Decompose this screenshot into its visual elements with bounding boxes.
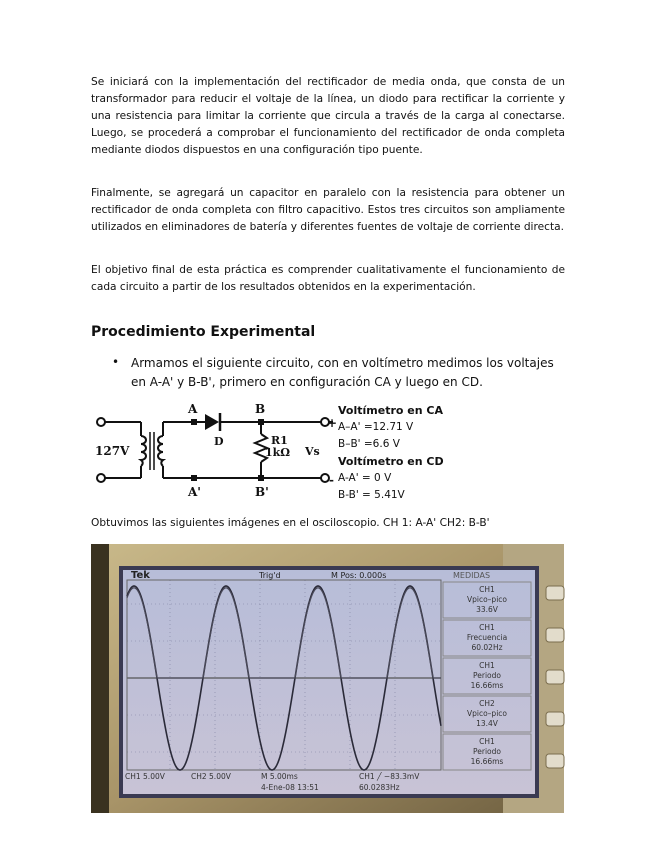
capacitor-paragraph: Finalmente, se agregará un capacitor en paralelo con la resistencia para obtener un rectificador de onda completa con filtro capacitivo. Estos tres circuitos son ampliamente utilizados en eliminadores de batería y diferentes fuentes de voltaje de corriente directa. (91, 187, 565, 233)
mpos: M Pos: 0.000s (331, 571, 387, 580)
cd-bb: B-B' = 5.41V (338, 489, 405, 501)
ch1-scale: CH1 5.00V (125, 772, 165, 781)
menu-button-1 (546, 586, 564, 600)
diode-label: D (214, 435, 224, 448)
circuit-diagram (93, 398, 338, 504)
ca-bb: B–B' =6.6 V (338, 438, 400, 450)
menu-button-5 (546, 754, 564, 768)
cd-aa: A-A' = 0 V (338, 472, 392, 484)
meas-0-value: 33.6V (476, 605, 498, 614)
scope-date: 4-Ene-08 13:51 (261, 783, 319, 792)
resistor-name: R1 (271, 434, 288, 447)
figure-caption: Obtuvimos las siguientes imágenes en el osciloscopio. CH 1: A-A' CH2: B-B' (91, 517, 490, 529)
objective-paragraph: El objetivo final de esta práctica es comprender cualitativamente el funcionamiento de cada circuito a partir de los resultados obtenidos en la experimentación. (91, 264, 565, 293)
meas-2-name: Periodo (473, 671, 501, 680)
section-heading: Procedimiento Experimental (91, 324, 316, 340)
meas-4-ch: CH1 (479, 737, 495, 746)
trigger-freq: 60.0283Hz (359, 783, 400, 792)
trig-state: Trig'd (259, 571, 281, 580)
trigger-level: CH1 ╱ −83.3mV (359, 772, 420, 781)
menu-title: MEDIDAS (453, 571, 491, 580)
meas-4-name: Periodo (473, 747, 501, 756)
meas-3-ch: CH2 (479, 699, 495, 708)
meas-1-name: Frecuencia (466, 633, 508, 642)
ca-aa: A–A' =12.71 V (338, 421, 414, 433)
meas-3-name: Vpico–pico (467, 709, 507, 718)
meas-1-ch: CH1 (479, 623, 495, 632)
diode-icon (205, 414, 219, 430)
node-b2-label: B' (255, 485, 269, 499)
menu-button-4 (546, 712, 564, 726)
menu-button-3 (546, 670, 564, 684)
source-label: 127V (95, 444, 130, 458)
node-a2-label: A' (188, 485, 201, 499)
scope-brand: Tek (131, 570, 150, 581)
meas-0-ch: CH1 (479, 585, 495, 594)
time-scale: M 5.00ms (261, 772, 298, 781)
cd-title: Voltímetro en CD (338, 455, 444, 468)
bullet-icon: • (112, 355, 120, 369)
meas-2-ch: CH1 (479, 661, 495, 670)
ca-title: Voltímetro en CA (338, 404, 443, 417)
voltmeter-readings (338, 402, 444, 504)
intro-paragraph: Se iniciará con la implementación del rectificador de media onda, que consta de un transformador para reducir el voltaje de la línea, un diodo para rectificar la corriente y una resistencia para limitar la corriente que circula a través de la carga al conectarse. Luego, se procederá a comprobar el funcionamiento del rectificador de onda completa mediante diodos dispuestos en una configuración tipo puente. (91, 76, 565, 156)
minus-label: - (329, 473, 334, 487)
resistor-value: 1kΩ (265, 446, 291, 459)
meas-0-name: Vpico–pico (467, 595, 507, 604)
node-b-label: B (255, 402, 266, 416)
menu-button-2 (546, 628, 564, 642)
primary-coil (141, 436, 146, 466)
meas-1-value: 60.02Hz (471, 643, 503, 652)
node-a-label: A (188, 402, 198, 416)
bullet-text: Armamos el siguiente circuito, con en voltímetro medimos los voltajes en A-A' y B-B', primero en configuración CA y luego en CD. (131, 356, 554, 389)
output-label: Vs (305, 445, 320, 458)
meas-2-value: 16.66ms (470, 681, 504, 690)
oscilloscope-photo (91, 544, 564, 813)
meas-3-value: 13.4V (476, 719, 498, 728)
plus-label: + (327, 416, 338, 430)
ch2-scale: CH2 5.00V (191, 772, 231, 781)
meas-4-value: 16.66ms (470, 757, 504, 766)
